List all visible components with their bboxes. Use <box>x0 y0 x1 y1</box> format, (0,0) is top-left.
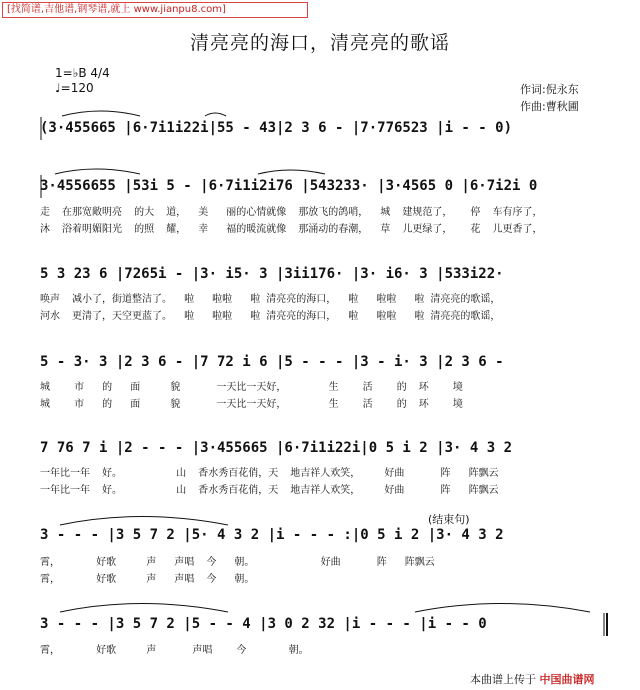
lyricist: 作词:倪永东 <box>520 83 579 96</box>
slur <box>60 604 228 613</box>
notes-row: 5 3 23 6 |7265i - |3· i5· 3 |3ii176· |3· i6· 3 |533i22· <box>40 266 513 282</box>
lyric-row: 城 市 的 面 貌 一天比一天好， 生 活 的 环 境 <box>40 382 463 393</box>
lyric-row: 河水 更清了，天空更蓝了。 啦 啦啦 啦 清亮亮的海口， 啦 啦啦 啦 清亮亮的歌谣， <box>40 311 501 322</box>
notes-row: (3·455665 |6·7i1i22i|55 - 43|2 3 6 - |7·776523 |i - - 0) <box>40 120 513 136</box>
ending-marker: (结束句) <box>428 513 470 526</box>
footer-text: 本曲谱上传于 <box>470 673 536 686</box>
tempo-line: ♩=120 <box>55 81 94 95</box>
slur <box>415 604 590 613</box>
notes-row: 5 - 3· 3 |2 3 6 - |7 72 i 6 |5 - - - |3 - i· 3 |2 3 6 - <box>40 354 513 370</box>
key-line: 1=♭B 4/4 <box>55 66 110 80</box>
slur <box>205 113 226 116</box>
lyric-row: 唤声 减小了，街道整洁了。 啦 啦啦 啦 清亮亮的海口， 啦 啦啦 啦 清亮亮的歌谣， <box>40 294 501 305</box>
lyric-row: 沐 浴着明媚阳光 的照 耀， 幸 福的暖流就像 那涌动的春潮， 草 儿更绿了， 花 儿更香了， <box>40 224 543 235</box>
composer: 作曲:曹秋圃 <box>520 100 579 113</box>
lyric-row: 霄， 好歌 声 声唱 今 朝。 好曲 阵 阵飘云 <box>40 557 435 568</box>
slur <box>62 111 140 116</box>
lyric-row: 城 市 的 面 貌 一天比一天好， 生 活 的 环 境 <box>40 399 463 410</box>
slur <box>258 170 325 174</box>
notes-row: 3 - - - |3 5 7 2 |5 - - 4 |3 0 2 32 |i - - - |i - - 0 <box>40 616 496 632</box>
notes-row: 3·4556655 |53i 5 - |6·7i1i2i76 |543233· |3·4565 0 |6·7i2i 0 <box>40 178 538 194</box>
slur <box>60 517 228 526</box>
lyric-row: 霄， 好歌 声 声唱 今 朝。 <box>40 645 309 656</box>
lyric-row: 一年比一年 好。 山 香水秀百花俏，天 地吉祥人欢笑， 好曲 阵 阵飘云 <box>40 485 499 496</box>
site-banner[interactable]: [找简谱,吉他谱,钢琴谱,就上 www.jianpu8.com] <box>2 2 308 18</box>
lyric-row: 一年比一年 好。 山 香水秀百花俏，天 地吉祥人欢笑， 好曲 阵 阵飘云 <box>40 468 499 479</box>
lyric-row: 霄， 好歌 声 声唱 今 朝。 <box>40 574 255 585</box>
slur <box>55 169 140 174</box>
notes-row: 7 76 7 i |2 - - - |3·455665 |6·7i1i22i|0 5 i 2 |3· 4 3 2 <box>40 440 521 456</box>
site-logo[interactable]: 中国曲谱网 <box>539 673 595 686</box>
footer <box>470 671 595 687</box>
lyric-row: 走 在那宽敞明亮 的大 道， 美 丽的心情就像 那放飞的鸽哨， 城 建规范了， 停 车有序了， <box>40 207 543 218</box>
notes-row: 3 - - - |3 5 7 2 |5· 4 3 2 |i - - - :|0 5 i 2 |3· 4 3 2 <box>40 527 513 543</box>
song-title: 清亮亮的海口，清亮亮的歌谣 <box>189 32 450 54</box>
